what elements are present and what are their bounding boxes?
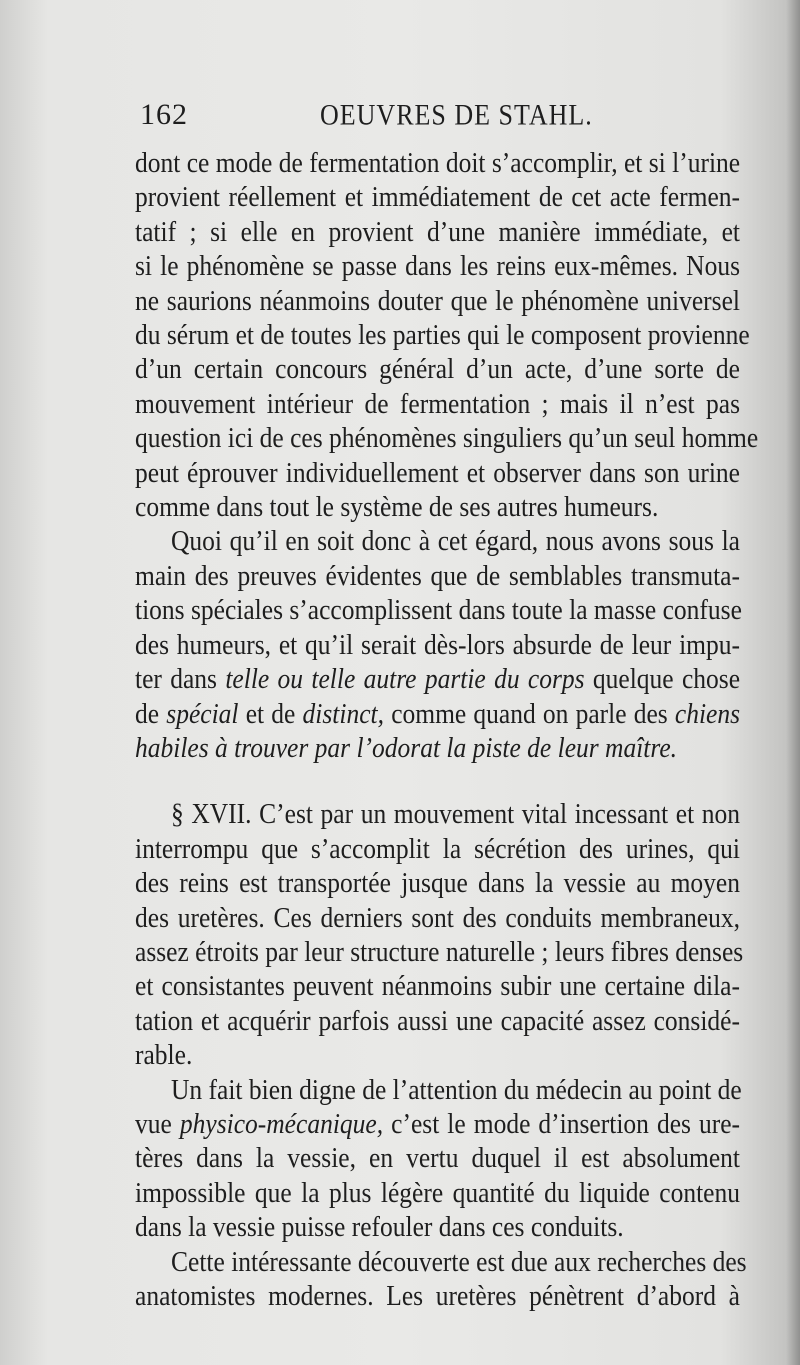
- text-line: question ici de ces phénomènes singuliers qu’un seul homme: [135, 421, 759, 454]
- text-line: des humeurs, et qu’il serait dès-lors absurde de leur impu-: [135, 627, 740, 661]
- text-line: des reins est transportée jusque dans la vessie au moyen: [135, 866, 740, 899]
- italic-phrase: spécial: [166, 696, 239, 730]
- text-line: du sérum et de toutes les parties qui le composent provienne: [135, 318, 750, 351]
- italic-phrase: distinct,: [302, 696, 384, 730]
- text-line: [135, 729, 740, 768]
- text-line: Un fait bien digne de l’attention du médecin au point de: [171, 1072, 742, 1106]
- italic-phrase: telle ou telle autre partie du corps: [225, 662, 585, 695]
- text-line: dans la vessie puisse refouler dans ces conduits.: [135, 1210, 624, 1243]
- italic-phrase: chiens: [674, 696, 741, 730]
- text-run: c’est le mode d’insertion des ure-: [391, 1107, 741, 1140]
- text-line: peut éprouver individuellement et observer dans son urine: [135, 455, 740, 489]
- text-line: si le phénomène se passe dans les reins eux-mêmes. Nous: [135, 249, 740, 282]
- text-line: tatif ; si elle en provient d’une manière immédiate, et: [135, 214, 740, 248]
- text-line: d’un certain concours général d’un acte, d’une sorte de: [135, 352, 740, 386]
- text-run: vue: [135, 1107, 172, 1140]
- text-line: des uretères. Ces derniers sont des conduits membraneux,: [135, 900, 740, 934]
- running-title: OEUVRES DE STAHL.: [320, 98, 593, 132]
- running-head: [140, 98, 740, 138]
- text-line: Cette intéressante découverte est due aux recherches des: [171, 1244, 747, 1278]
- text-run: et de: [245, 696, 296, 730]
- text-line: tères dans la vessie, en vertu duquel il est absolument: [135, 1141, 740, 1175]
- text-line: tation et acquérir parfois aussi une capacité assez considé-: [135, 1003, 740, 1037]
- text-run: ter dans: [135, 662, 217, 695]
- text-line: provient réellement et immédiatement de cet acte fermen-: [135, 180, 740, 214]
- section-heading-line: § XVII. C’est par un mouvement vital incessant et non: [171, 797, 740, 830]
- text-line: rable.: [135, 1038, 193, 1071]
- text-run: comme quand on parle des: [391, 696, 668, 730]
- text-line: comme dans tout le système de ses autres humeurs.: [135, 490, 659, 523]
- text-line: assez étroits par leur structure naturelle ; leurs fibres denses: [135, 935, 744, 968]
- text-line: [135, 1105, 740, 1144]
- text-line: anatomistes modernes. Les uretères pénètrent d’abord à: [135, 1279, 740, 1312]
- text-line: ne saurions néanmoins douter que le phénomène universel: [135, 283, 740, 317]
- italic-phrase: habiles à trouver par l’odorat la piste de leur maître.: [135, 731, 678, 764]
- text-line: [135, 660, 740, 699]
- text-line: main des preuves évidentes que de semblables transmuta-: [135, 559, 740, 592]
- text-line: [135, 694, 740, 733]
- italic-phrase: physico-mécanique,: [179, 1107, 384, 1140]
- text-line: et consistantes peuvent néanmoins subir une certaine dila-: [135, 969, 740, 1002]
- page-edge-shadow: [786, 0, 800, 1365]
- text-line: tions spéciales s’accomplissent dans toute la masse confuse: [135, 593, 742, 626]
- text-line: interrompu que s’accomplit la sécrétion des urines, qui: [135, 831, 740, 865]
- text-run: quelque chose: [592, 662, 741, 695]
- text-line: mouvement intérieur de fermentation ; mais il n’est pas: [135, 387, 740, 420]
- text-run: de: [135, 696, 160, 730]
- text-line: impossible que la plus légère quantité du liquide contenu: [135, 1175, 740, 1209]
- text-line: dont ce mode de fermentation doit s’accomplir, et si l’urine: [135, 146, 741, 179]
- page-number: 162: [140, 98, 188, 131]
- body-text: [135, 146, 759, 1313]
- text-line: Quoi qu’il en soit donc à cet égard, nous avons sous la: [171, 524, 740, 558]
- section-gap: [135, 765, 740, 797]
